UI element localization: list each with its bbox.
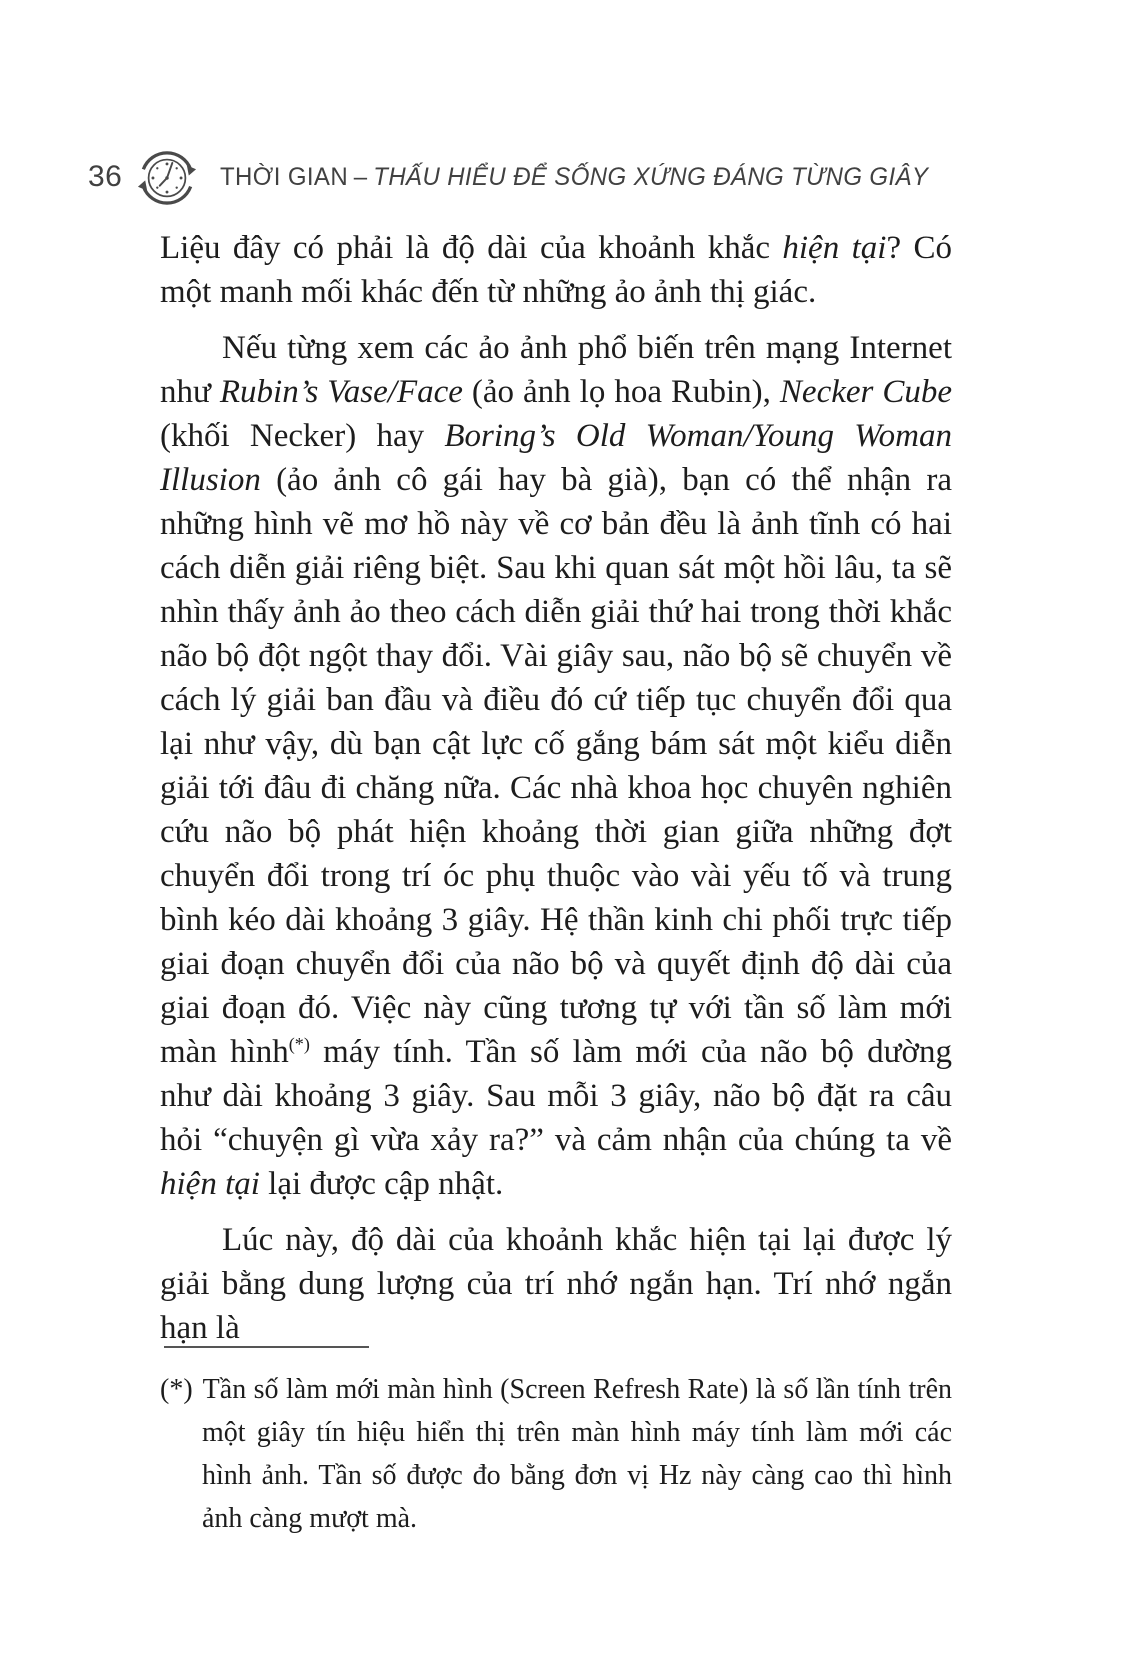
header-dash: – — [354, 162, 368, 191]
text-segment: ? Có một manh mối khác đến từ những ảo ảnh thị giác. — [160, 230, 952, 310]
paragraph — [160, 226, 952, 314]
text-segment: (*) — [288, 1034, 310, 1054]
header-book-title: THỜI GIAN — [220, 162, 349, 191]
text-segment: Rubin’s Vase/Face — [219, 374, 463, 410]
text-segment: Lúc này, độ dài của khoảnh khắc hiện tại lại được lý giải bằng dung lượng của trí nhớ ngắn hạn. Trí nhớ ngắn hạn là — [160, 1222, 952, 1346]
paragraph — [160, 1218, 952, 1350]
text-segment: (ảo ảnh lọ hoa Rubin), — [462, 374, 780, 410]
text-segment: (ảo ảnh cô gái hay bà già), bạn có thể nhận ra những hình vẽ mơ hồ này về cơ bản đều là ảnh tĩnh có hai cách diễn giải riêng biệt. Sau khi quan sát một hồi lâu, ta sẽ nhìn thấy ảnh ảo theo cách diễn giải thứ hai trong thời khắc não bộ đột ngột thay đổi. Vài giây sau, não bộ sẽ chuyển về cách lý giải ban đầu và điều đó cứ tiếp tục chuyển đổi qua lại như vậy, dù bạn cật lực cố gắng bám sát một kiểu diễn giải tới đâu đi chăng nữa. Các nhà khoa học chuyên nghiên cứu não bộ phát hiện khoảng thời gian giữa những đợt chuyển đổi trong trí óc phụ thuộc vào vài yếu tố và trung bình kéo dài khoảng 3 giây. Hệ thần kinh chi phối trực tiếp giai đoạn chuyển đổi của não bộ và quyết định độ dài của giai đoạn đó. Việc này cũng tương tự với tần số làm mới màn hình — [160, 462, 952, 1070]
text-segment: Nếu từng xem các ảo ảnh phổ biến trên mạng Internet như — [160, 330, 952, 410]
header-title — [220, 163, 928, 192]
page-number: 36 — [88, 160, 123, 193]
paragraph — [160, 326, 952, 1206]
footnote-block — [160, 1346, 952, 1540]
header-subtitle: THẤU HIỂU ĐỂ SỐNG XỨNG ĐÁNG TỪNG GIÂY — [373, 162, 929, 191]
footnote-separator — [164, 1346, 369, 1348]
page-body — [160, 226, 952, 1350]
text-segment: Necker Cube — [779, 374, 952, 410]
footnote — [160, 1368, 952, 1540]
clock-refresh-icon — [136, 146, 198, 208]
footnote-marker: (*) — [160, 1374, 193, 1405]
text-segment: hiện tại — [782, 230, 887, 266]
text-segment: (khối Necker) hay — [160, 418, 445, 454]
text-segment: máy tính. Tần số làm mới của não bộ dường như dài khoảng 3 giây. Sau mỗi 3 giây, não bộ đặt ra câu hỏi “chuyện gì vừa xảy ra?” và cảm nhận của chúng ta về — [160, 1034, 952, 1158]
text-segment: lại được cập nhật. — [259, 1166, 504, 1202]
text-segment: Boring’s Old Woman/Young Woman Illusion — [160, 418, 953, 498]
footnote-text: Tần số làm mới màn hình (Screen Refresh Rate) là số lần tính trên một giây tín hiệu hiển thị trên màn hình máy tính làm mới các hình ảnh. Tần số được đo bằng đơn vị Hz này càng cao thì hình ảnh càng mượt mà. — [202, 1374, 952, 1534]
text-segment: hiện tại — [160, 1166, 260, 1202]
text-segment: Liệu đây có phải là độ dài của khoảnh khắc — [160, 230, 783, 266]
page-header — [88, 144, 958, 210]
